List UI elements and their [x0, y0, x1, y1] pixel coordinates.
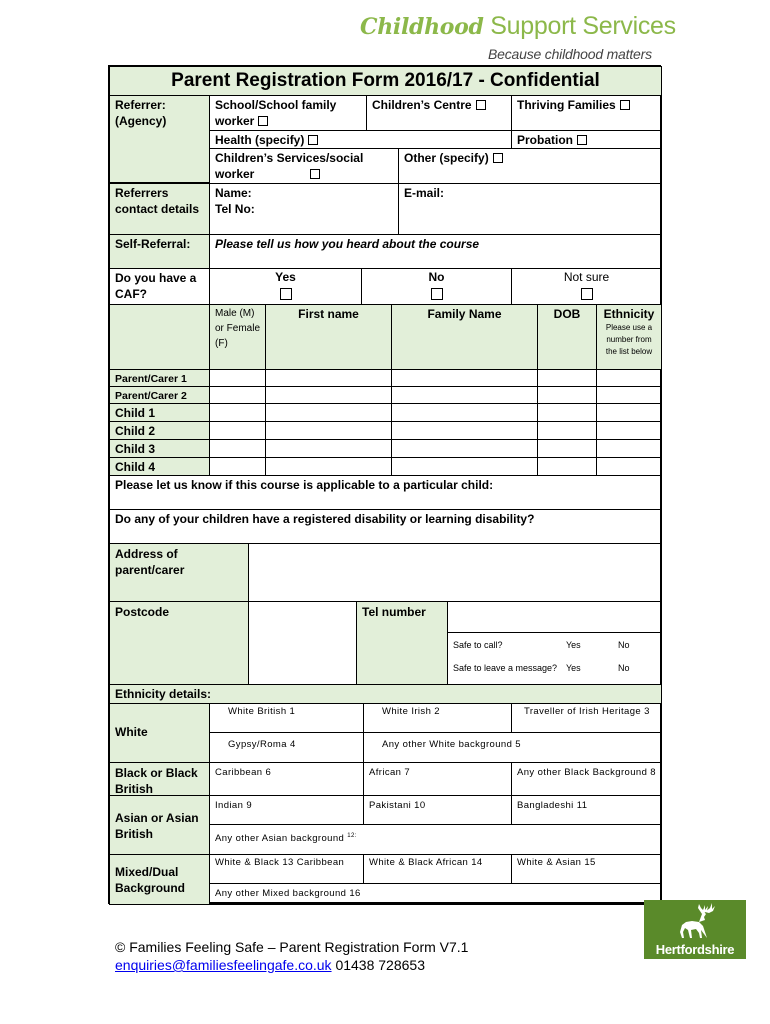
bangladeshi-option[interactable]: Bangladeshi 11	[511, 795, 662, 825]
ethnicity-cell[interactable]	[596, 439, 662, 458]
first-name-cell[interactable]	[265, 421, 392, 440]
checkbox-icon[interactable]	[308, 135, 318, 145]
childrens-centre-label: Children’s Centre	[372, 98, 472, 112]
checkbox-icon[interactable]	[577, 135, 587, 145]
ethnicity-cell[interactable]	[596, 421, 662, 440]
ethnicity-cell[interactable]	[596, 403, 662, 422]
dob-header: DOB	[537, 304, 597, 370]
thriving-families-label: Thriving Families	[517, 98, 616, 112]
checkbox-icon[interactable]	[310, 169, 320, 179]
dob-cell[interactable]	[537, 369, 597, 387]
health-label: Health (specify)	[215, 133, 305, 147]
family-name-cell[interactable]	[391, 421, 538, 440]
address-label: Address of parent/carer	[109, 543, 249, 602]
traveller-option[interactable]: Traveller of Irish Heritage 3	[511, 703, 662, 733]
asian-label: Asian or Asian British	[109, 795, 210, 855]
safe-call-yes[interactable]: Yes	[566, 640, 581, 650]
footer	[115, 938, 468, 974]
gender-cell[interactable]	[209, 421, 266, 440]
dob-cell[interactable]	[537, 386, 597, 404]
caf-not-sure-option[interactable]	[511, 268, 662, 305]
disability-question-text: Do any of your children have a registered disability or learning disability?	[115, 512, 535, 526]
email-link[interactable]: enquiries@familiesfeelingafe.co.uk	[115, 957, 332, 973]
table-header-blank	[109, 304, 210, 370]
mixed-label: Mixed/Dual Background	[109, 854, 210, 905]
caf-no-option[interactable]	[361, 268, 512, 305]
first-name-header: First name	[265, 304, 392, 370]
dob-cell[interactable]	[537, 403, 597, 422]
other-asian-number: 12:	[347, 833, 357, 839]
caf-yes-option[interactable]	[209, 268, 362, 305]
white-british-option[interactable]: White British 1	[209, 703, 364, 733]
pakistani-option[interactable]: Pakistani 10	[363, 795, 512, 825]
person-row-label: Child 3	[109, 439, 210, 458]
safe-message-yes[interactable]: Yes	[566, 663, 581, 673]
gender-cell[interactable]	[209, 369, 266, 387]
african-option[interactable]: African 7	[363, 762, 512, 796]
referrer-label: Referrer: (Agency)	[109, 95, 210, 183]
white-asian-option[interactable]: White & Asian 15	[511, 854, 662, 884]
checkbox-icon[interactable]	[258, 116, 268, 126]
checkbox-icon[interactable]	[581, 288, 593, 300]
other-option[interactable]	[398, 148, 662, 184]
childrens-centre-option[interactable]	[366, 95, 512, 131]
copyright-line: © Families Feeling Safe – Parent Registration Form V7.1	[115, 939, 469, 955]
address-field[interactable]	[248, 543, 662, 602]
caribbean-option[interactable]: Caribbean 6	[209, 762, 364, 796]
person-row-label: Child 4	[109, 457, 210, 476]
postcode-label: Postcode	[109, 601, 249, 685]
hertfordshire-wordmark: Hertfordshire	[655, 942, 735, 957]
other-label: Other (specify)	[404, 151, 489, 165]
email-label: E-mail:	[404, 186, 445, 200]
registration-form	[108, 65, 661, 904]
thriving-families-option[interactable]	[511, 95, 662, 131]
family-name-header: Family Name	[391, 304, 538, 370]
safe-contact-box	[447, 632, 662, 685]
person-row-label: Child 1	[109, 403, 210, 422]
form-title: Parent Registration Form 2016/17 - Confidential	[109, 66, 662, 96]
course-question[interactable]	[109, 475, 662, 510]
white-black-caribbean-option[interactable]: White & Black 13 Caribbean	[209, 854, 364, 884]
tel-number-label: Tel number	[356, 601, 448, 685]
white-label: White	[109, 703, 210, 763]
person-row-label: Parent/Carer 1	[109, 369, 210, 387]
name-label: Name:	[215, 186, 252, 200]
childrens-services-option[interactable]	[209, 148, 399, 184]
black-label: Black or Black British	[109, 762, 210, 796]
family-name-cell[interactable]	[391, 403, 538, 422]
gender-header: Male (M) or Female (F)	[209, 304, 266, 370]
contact-details-label: Referrers contact details	[109, 183, 210, 235]
logo-word-childhood: Childhood	[360, 14, 484, 40]
health-option[interactable]	[209, 130, 512, 149]
safe-call-no[interactable]: No	[618, 640, 630, 650]
caf-not-sure-label: Not sure	[563, 270, 610, 284]
gender-cell[interactable]	[209, 386, 266, 404]
gender-cell[interactable]	[209, 439, 266, 458]
checkbox-icon[interactable]	[493, 153, 503, 163]
family-name-cell[interactable]	[391, 386, 538, 404]
disability-question[interactable]	[109, 509, 662, 544]
ethnicity-cell[interactable]	[596, 457, 662, 476]
family-name-cell[interactable]	[391, 369, 538, 387]
probation-option[interactable]	[511, 130, 662, 149]
first-name-cell[interactable]	[265, 369, 392, 387]
caf-no-label: No	[428, 270, 445, 284]
other-asian-option[interactable]	[209, 824, 662, 855]
dob-cell[interactable]	[537, 439, 597, 458]
person-row-label: Child 2	[109, 421, 210, 440]
logo-tagline: Because childhood matters	[488, 46, 652, 62]
checkbox-icon[interactable]	[280, 288, 292, 300]
tel-label: Tel No:	[215, 202, 255, 216]
safe-message-no[interactable]: No	[618, 663, 630, 673]
childrens-services-label: Children’s Services/social worker	[215, 151, 364, 181]
dob-cell[interactable]	[537, 457, 597, 476]
childhood-support-services-logo	[360, 12, 676, 66]
first-name-cell[interactable]	[265, 439, 392, 458]
caf-question: Do you have a CAF?	[109, 268, 210, 305]
ethnicity-details-label: Ethnicity details:	[109, 684, 662, 704]
indian-option[interactable]: Indian 9	[209, 795, 364, 825]
email-field[interactable]	[398, 183, 662, 235]
checkbox-icon[interactable]	[476, 100, 486, 110]
other-asian-label: Any other Asian background	[215, 833, 345, 845]
ethnicity-cell[interactable]	[596, 369, 662, 387]
course-question-text: Please let us know if this course is applicable to a particular child:	[115, 478, 494, 492]
dob-cell[interactable]	[537, 421, 597, 440]
name-tel-field[interactable]	[209, 183, 399, 235]
family-name-cell[interactable]	[391, 439, 538, 458]
checkbox-icon[interactable]	[620, 100, 630, 110]
person-row-label: Parent/Carer 2	[109, 386, 210, 404]
probation-label: Probation	[517, 133, 573, 147]
logo-word-support-services: Support Services	[490, 12, 676, 40]
school-option[interactable]	[209, 95, 367, 131]
other-mixed-option[interactable]: Any other Mixed background 16	[209, 883, 662, 905]
gender-cell[interactable]	[209, 457, 266, 476]
caf-yes-label: Yes	[275, 270, 296, 284]
ethnicity-note: Please use a number from the list below	[605, 323, 653, 356]
first-name-cell[interactable]	[265, 403, 392, 422]
gypsy-roma-option[interactable]: Gypsy/Roma 4	[209, 732, 364, 763]
ethnicity-header	[596, 304, 662, 370]
white-black-african-option[interactable]: White & Black African 14	[363, 854, 512, 884]
checkbox-icon[interactable]	[431, 288, 443, 300]
first-name-cell[interactable]	[265, 386, 392, 404]
phone-number: 01438 728653	[335, 957, 425, 973]
ethnicity-cell[interactable]	[596, 386, 662, 404]
family-name-cell[interactable]	[391, 457, 538, 476]
safe-message-label: Safe to leave a message?	[453, 663, 558, 673]
self-referral-label: Self-Referral:	[109, 234, 210, 269]
first-name-cell[interactable]	[265, 457, 392, 476]
gender-cell[interactable]	[209, 403, 266, 422]
self-referral-prompt: Please tell us how you heard about the course	[215, 237, 480, 251]
tel-number-field[interactable]	[447, 601, 662, 633]
school-option-label: School/School family worker	[215, 98, 337, 128]
safe-call-label: Safe to call?	[453, 640, 503, 650]
white-irish-option[interactable]: White Irish 2	[363, 703, 512, 733]
self-referral-field[interactable]	[209, 234, 662, 269]
ethnicity-header-label: Ethnicity	[603, 307, 655, 321]
other-white-option[interactable]: Any other White background 5	[363, 732, 662, 763]
hertfordshire-logo	[644, 900, 746, 959]
other-black-option[interactable]: Any other Black Background 8	[511, 762, 662, 796]
postcode-field[interactable]	[248, 601, 357, 685]
